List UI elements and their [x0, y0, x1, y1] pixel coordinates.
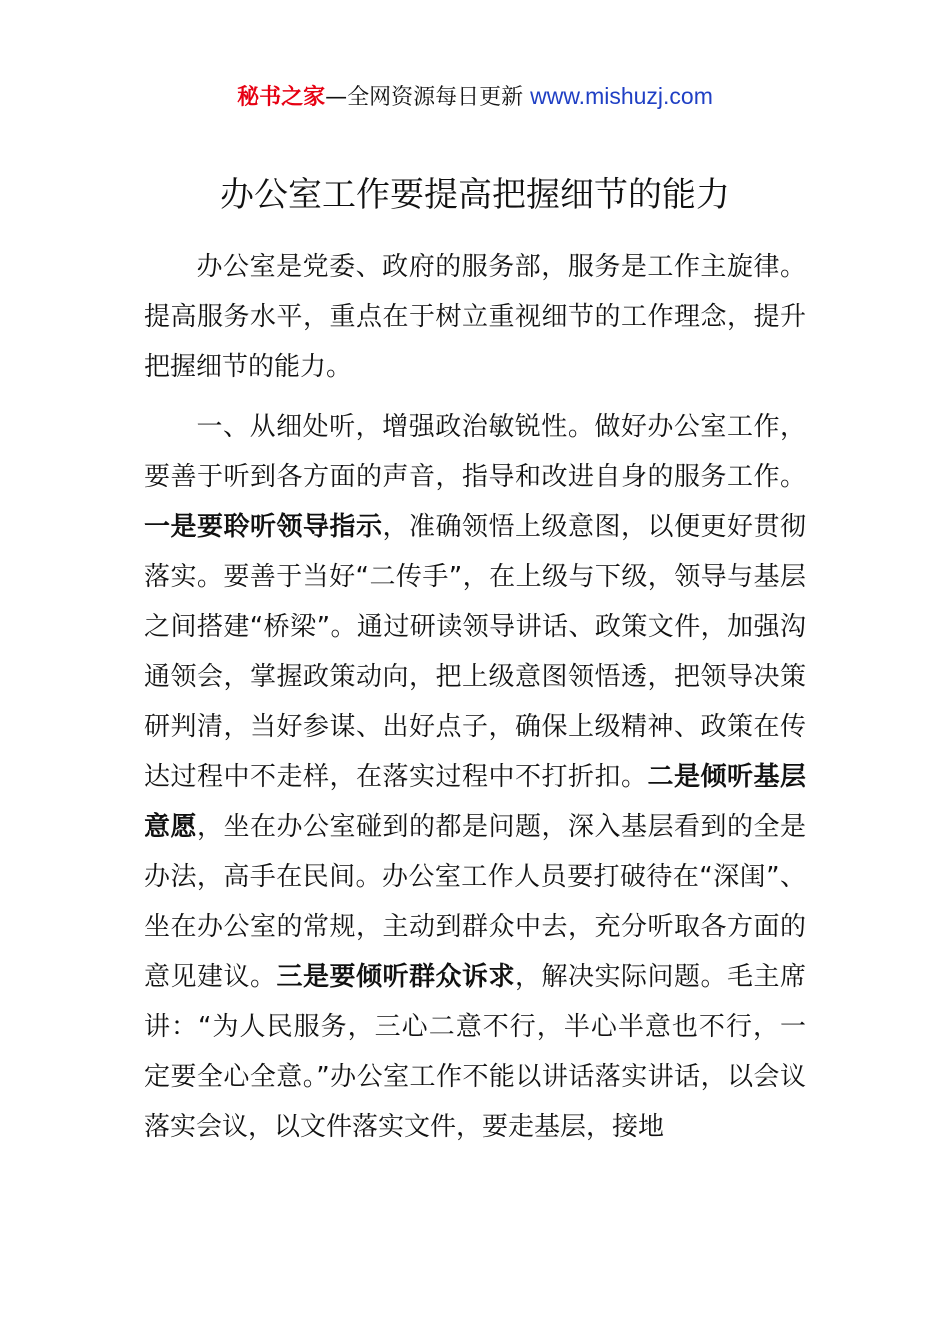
document-title: 办公室工作要提高把握细节的能力: [220, 175, 730, 215]
bold-point-three: 三是要倾听群众诉求: [276, 962, 515, 992]
paragraph-text: 办公室是党委、政府的服务部，服务是工作主旋律。提高服务水平，重点在于树立重视细节的工作理念，提升把握细节的能力。: [144, 252, 806, 382]
site-header: [0, 80, 950, 114]
paragraph-text: ，准确领悟上级意图，以便更好贯彻落实。要善于当好“二传手”，在上级与下级，领导与基层之间搭建“桥梁”。通过研读领导讲话、政策文件，加强沟通领会，掌握政策动向，把上级意图领悟透，把领导决策研判清，当好参谋、出好点子，确保上级精神、政策在传达过程中不走样，在落实过程中不打折扣。: [144, 512, 806, 792]
paragraph-text: ，坐在办公室碰到的都是问题，深入基层看到的全是办法，高手在民间。办公室工作人员要打破待在“深闺”、坐在办公室的常规，主动到群众中去，充分听取各方面的意见建议。: [144, 812, 806, 992]
paragraph-section-one: [144, 402, 806, 1152]
paragraph-intro: [144, 242, 806, 392]
bold-point-one: 一是要聆听领导指示: [144, 512, 383, 542]
section-heading-text: 一、从细处听，增强政治敏锐性。做好办公室工作，要善于听到各方面的声音，指导和改进自身的服务工作。: [144, 412, 806, 492]
brand-name: 秘书之家: [237, 85, 326, 110]
bold-point-two: 二是倾听基层意愿: [144, 762, 806, 842]
paragraph-text: ，解决实际问题。毛主席讲：“为人民服务，三心二意不行，半心半意也不行，一定要全心全意。”办公室工作不能以讲话落实讲话，以会议落实会议，以文件落实文件，要走基层，接地: [144, 962, 806, 1142]
header-slogan: —全网资源每日更新: [325, 85, 531, 110]
site-url-link[interactable]: www.mishuzj.com: [530, 83, 713, 109]
